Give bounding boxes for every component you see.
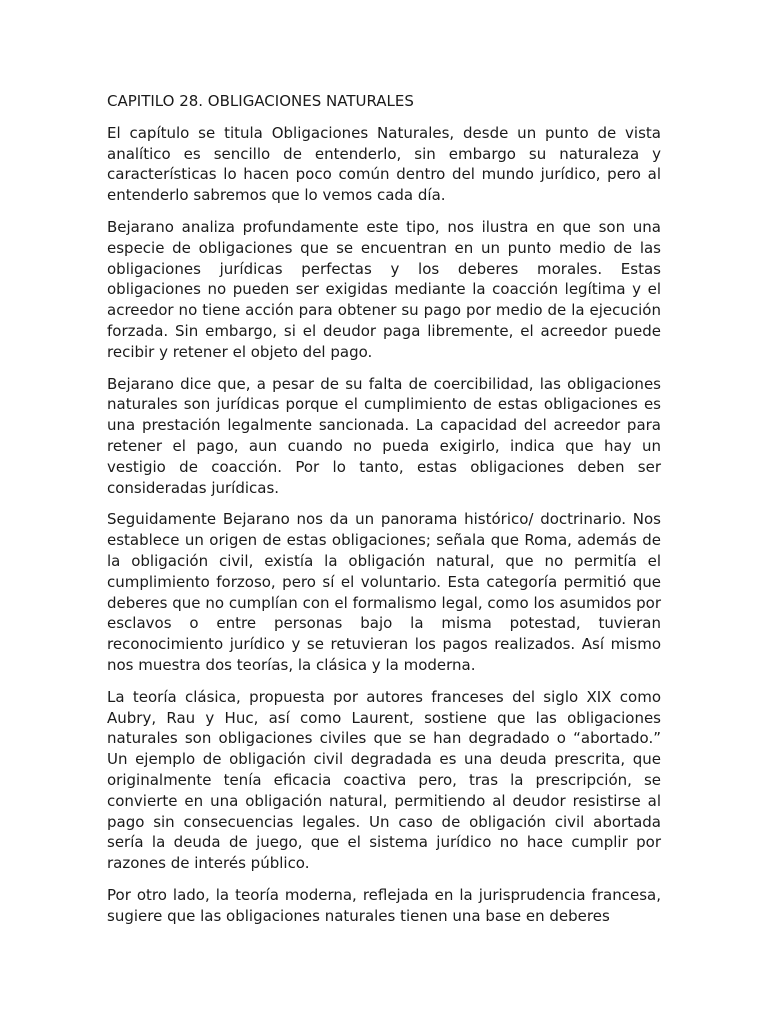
document-title: CAPITILO 28. OBLIGACIONES NATURALES [107,92,414,110]
paragraph-classical-theory: La teoría clásica, propuesta por autores franceses del siglo XIX como Aubry, Rau y Huc, así como Laurent, sostiene que las obligaciones naturales son obligaciones civiles que se han degradado o “abortado.” Un ejemplo de obligación civil degradada es una deuda prescrita, que originalmente tenía eficacia coactiva pero, tras la prescripción, se convierte en una obligación natural, permitiendo al deudor resistirse al pago sin consecuencias legales. Un caso de obligación civil abortada sería la deuda de juego, que el sistema jurídico no hace cumplir por razones de interés público. [107,687,661,873]
paragraph-coercibility: Bejarano dice que, a pesar de su falta de coercibilidad, las obligaciones naturales son jurídicas porque el cumplimiento de estas obligaciones es una prestación legalmente sancionada. La capacidad del acreedor para retener el pago, aun cuando no pueda exigirlo, indica que hay un vestigio de coacción. Por lo tanto, estas obligaciones deben ser consideradas jurídicas. [107,374,661,497]
paragraph-intro: El capítulo se titula Obligaciones Naturales, desde un punto de vista analítico es sencillo de entenderlo, sin embargo su naturaleza y características lo hacen poco común dentro del mundo jurídico, pero al entenderlo sabremos que lo vemos cada día. [107,123,661,205]
paragraph-bejarano-analysis: Bejarano analiza profundamente este tipo, nos ilustra en que son una especie de obligaciones que se encuentran en un punto medio de las obligaciones jurídicas perfectas y los deberes morales. Estas obligaciones no pueden ser exigidas mediante la coacción legítima y el acreedor no tiene acción para obtener su pago por medio de la ejecución forzada. Sin embargo, si el deudor paga libremente, el acreedor puede recibir y retener el objeto del pago. [107,217,661,361]
paragraph-modern-theory: Por otro lado, la teoría moderna, reflejada en la jurisprudencia francesa, sugiere que las obligaciones naturales tienen una base en deberes [107,885,661,925]
document-body [107,91,661,937]
paragraph-historical-overview: Seguidamente Bejarano nos da un panorama histórico/ doctrinario. Nos establece un origen de estas obligaciones; señala que Roma, además de la obligación civil, existía la obligación natural, que no permitía el cumplimiento forzoso, pero sí el voluntario. Esta categoría permitió que deberes que no cumplían con el formalismo legal, como los asumidos por esclavos o entre personas bajo la misma potestad, tuvieran reconocimiento jurídico y se retuvieran los pagos realizados. Así mismo nos muestra dos teorías, la clásica y la moderna. [107,510,661,674]
